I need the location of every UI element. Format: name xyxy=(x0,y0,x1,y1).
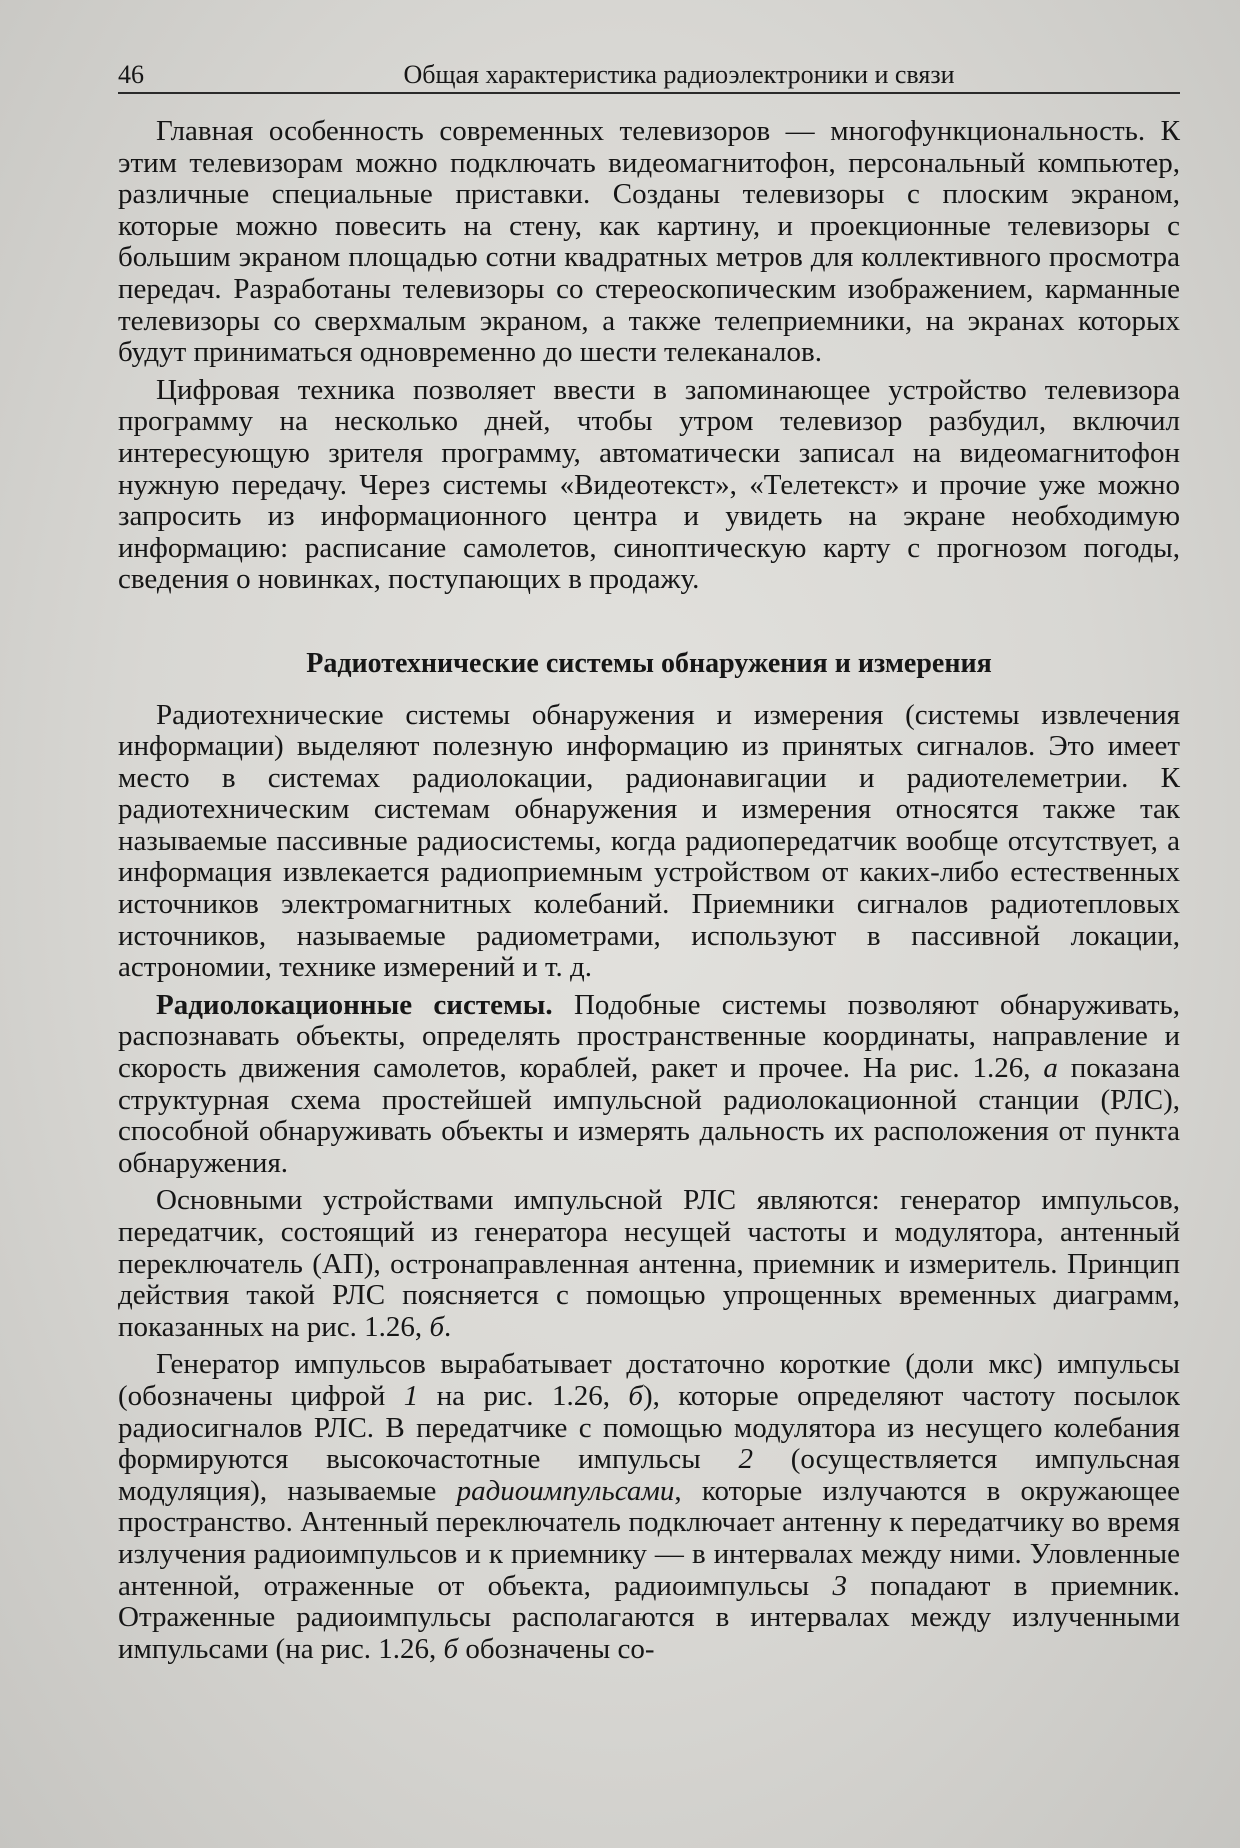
text-run: показана структурная схема простейшей импульсной радиолокационной станции (РЛС), способной обнаруживать объекты и измерять дальность их расположения от пункта обнаружения. xyxy=(118,1052,1180,1179)
term-radar-systems: Радиолокационные системы. xyxy=(156,988,553,1021)
paragraph-pulse-generator xyxy=(118,1349,1180,1665)
text-run: Генератор импульсов вырабатывает достаточно короткие (доли мкс) импульсы (обозначены цифрой xyxy=(118,1348,1180,1412)
figure-letter: а xyxy=(1043,1052,1058,1085)
figure-letter: б xyxy=(628,1379,643,1412)
paragraph-radar-devices xyxy=(118,1185,1180,1343)
digit-label: 2 xyxy=(738,1443,753,1476)
text-run: Подобные системы позволяют обнаруживать, распознавать объекты, определять пространственные координаты, направление и скорость движения самолетов, кораблей, ракет и прочее. На рис. 1.26, xyxy=(118,988,1180,1085)
digit-label: 1 xyxy=(403,1379,419,1412)
running-header xyxy=(118,58,1180,94)
page-number: 46 xyxy=(118,60,144,89)
digit-label: 3 xyxy=(832,1569,847,1602)
text-run: . xyxy=(444,1310,452,1343)
paragraph-radar-systems xyxy=(118,990,1180,1180)
text-run: обозначены со- xyxy=(458,1632,655,1665)
text-run: ), которые определяют частоту посылок радиосигналов РЛС. В передатчике с помощью модулятора из несущего колебания формируются высокочастотные импульсы xyxy=(118,1379,1180,1476)
term-radio-pulses: радиоимпульсами xyxy=(456,1474,675,1507)
paragraph-digital-tv: Цифровая техника позволяет ввести в запоминающее устройство телевизора программу на несколько дней, чтобы утром телевизор разбудил, включил интересующую зрителя программу, автоматически записал на видеомагнитофон нужную передачу. Через системы «Видеотекст», «Телетекст» и прочие уже можно запросить из информационного центра и увидеть на экране необходимую информацию: расписание самолетов, синоптическую карту с прогнозом погоды, сведения о новинках, поступающих в продажу. xyxy=(118,373,1180,596)
page-body xyxy=(118,116,1180,1671)
paragraph-multifunctional-tv: Главная особенность современных телевизоров — многофункциональность. К этим телевизорам можно подключать видеомагнитофон, персональный компьютер, различные специальные приставки. Созданы телевизоры с плоским экраном, которые можно повесить на стену, как картину, и проекционные телевизоры с большим экраном площадью сотни квадратных метров для коллективного просмотра передач. Разработаны телевизоры со стереоскопическим изображением, карманные телевизоры со сверхмалым экраном, а также телеприемники, на экранах которых будут приниматься одновременно до шести телеканалов. xyxy=(118,115,1180,369)
text-run: Основными устройствами импульсной РЛС являются: генератор импульсов, передатчик, состоящий из генератора несущей частоты и модулятора, антенный переключатель (АП), остронаправленная антенна, приемник и измеритель. Принцип действия такой РЛС поясняется с помощью упрощенных временных диаграмм, показанных на рис. 1.26, xyxy=(118,1184,1180,1343)
running-title: Общая характеристика радиоэлектроники и связи xyxy=(403,60,955,89)
text-run: на рис. 1.26, xyxy=(418,1379,629,1412)
text-run: попадают в приемник. Отраженные радиоимпульсы располагаются в интервалах между излученными импульсами (на рис. 1.26, xyxy=(118,1569,1180,1665)
figure-letter: б xyxy=(443,1632,459,1665)
figure-letter: б xyxy=(429,1310,445,1343)
text-run: (осуществляется импульсная модуляция), называемые xyxy=(118,1443,1180,1507)
section-heading: Радиотехнические системы обнаружения и измерения xyxy=(306,647,992,679)
text-run: , которые излучаются в окружающее пространство. Антенный переключатель подключает антенну к передатчику во время излучения радиоимпульсов и к приемнику — в интервалах между ними. Уловленные антенной, отраженные от объекта, радиоимпульсы xyxy=(118,1474,1180,1602)
paragraph-detection-systems: Радиотехнические системы обнаружения и измерения (системы извлечения информации) выделяют полезную информацию из принятых сигналов. Это имеет место в системах радиолокации, радионавигации и радиотелеметрии. К радиотехническим системам обнаружения и измерения относятся также так называемые пассивные радиосистемы, когда радиопередатчик вообще отсутствует, а информация извлекается радиоприемным устройством от каких-либо естественных источников электромагнитных колебаний. Приемники сигналов радиотепловых источников, называемые радиометрами, используют в пассивной локации, астрономии, технике измерений и т. д. xyxy=(118,698,1180,984)
